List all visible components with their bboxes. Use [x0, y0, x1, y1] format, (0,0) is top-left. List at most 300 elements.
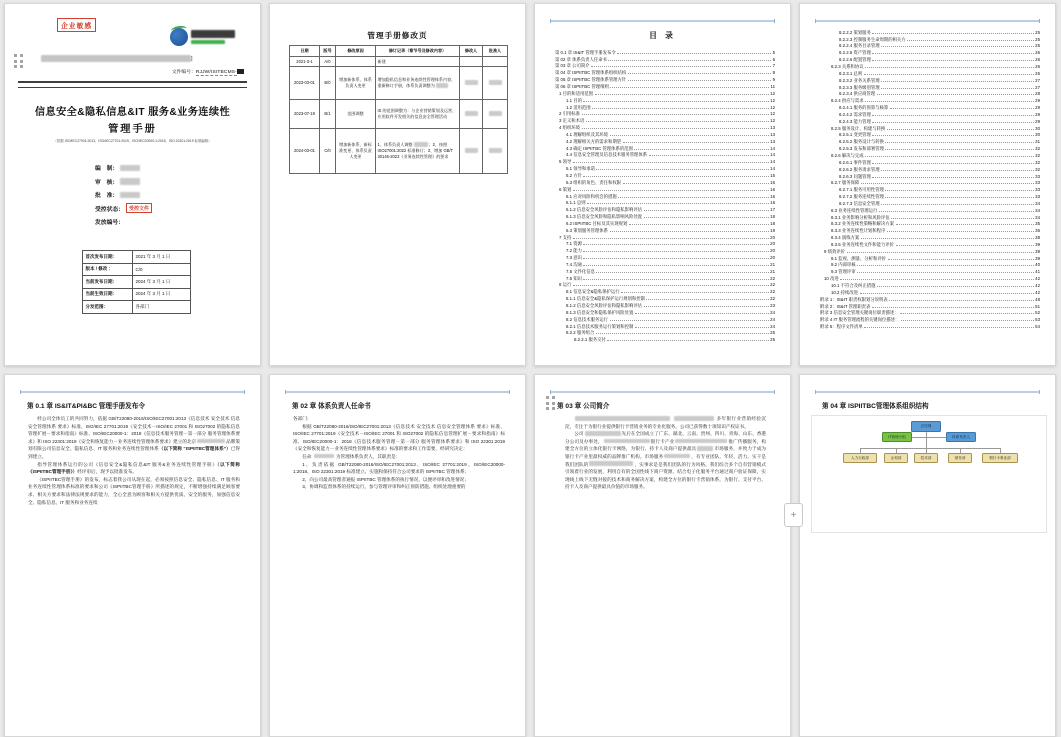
toc-leader-dots [881, 84, 1034, 89]
toc-entry[interactable] [820, 29, 1040, 36]
toc-leader-dots [583, 172, 768, 177]
org-node-it-group: IT管理小组 [882, 432, 912, 442]
toc-entry-title: 8.2.6.2 服务请求管理 [839, 166, 880, 172]
toc-page-number: 21 [770, 261, 775, 267]
page-toc-1[interactable] [534, 3, 791, 366]
revision-header-cell: 版号 [320, 46, 336, 57]
toc-leader-dots [891, 214, 1034, 219]
paragraph: 3、协调和监督体系的持续运行，参与管理评审和纠正预防措施、组织处理重要的 [302, 484, 466, 490]
toc-entry[interactable] [555, 117, 775, 124]
toc-entry[interactable] [820, 200, 1040, 207]
toc-entry-title: 7.1 资源 [566, 241, 582, 247]
toc-page-number: 22 [770, 275, 775, 281]
toc-page-number: 42 [1035, 289, 1040, 295]
toc-page-number: 28 [1035, 91, 1040, 97]
toc-entry[interactable] [820, 50, 1040, 57]
revision-cell: 1、体系负责人调整 ；2、按照 ISO27001:2022 标准修订；3、增加 GB/T 30146-2023《业务连续性管理》的要求 [376, 129, 460, 174]
toc-entry[interactable] [820, 36, 1040, 43]
toc-entry[interactable] [555, 90, 775, 97]
toc-leader-dots [583, 261, 768, 266]
revision-row [290, 57, 508, 67]
toc-entry[interactable] [820, 303, 1040, 310]
toc-entry[interactable] [820, 248, 1040, 255]
toc-entry[interactable] [820, 255, 1040, 262]
confidential-stamp: 企业敏感 [57, 18, 96, 32]
page-toc-2[interactable] [799, 3, 1056, 366]
chapter-title: 第 03 章 公司简介 [557, 403, 610, 410]
toc-entry[interactable] [555, 254, 775, 261]
toc-entry-title: 8.3.2 业务连续性策略和解决方案 [831, 221, 894, 227]
revision-cell [483, 129, 508, 174]
toc-entry-title: 8.2.7.2 服务连续性管理 [839, 194, 884, 200]
toc-leader-dots [646, 295, 768, 300]
cover-info-label: 首次发布日期： [83, 251, 133, 264]
toc-entry-title: 9 绩效评价 [824, 248, 845, 254]
toc-entry-title: 8.2.2.6 配置管理 [839, 57, 871, 63]
cover-field-row [95, 175, 152, 189]
toc-entry-title: 8.1 信息安全&隐私保护运行 [566, 289, 620, 295]
toc-entry[interactable] [820, 97, 1040, 104]
toc-leader-dots [907, 36, 1034, 41]
org-node-department: 技术部 [914, 453, 938, 463]
paragraph: 根据 GB/T22080-2016/ISO/IEC27001:2013《信息技术 安全技术 信息安全管理体系 要求》标准、ISO/IEC 27701:2019《安全技术－ISO/IEC 27001 和 ISO27002 的隐私信息管理扩展－要求和指南》标准、ISO/IEC20000-1：2018《信息技术服务管理－第一部分 服务管理体系要求》和 ISO 22301:2019《安全和恢复能力－业务连续性管理体系要求》标准的要求和工作需要，经研究决定： [293, 423, 505, 452]
toc-entry[interactable] [555, 111, 775, 118]
toc-page-number: 12 [770, 90, 775, 96]
toc-entry[interactable] [555, 159, 775, 166]
toc-entry[interactable] [555, 145, 775, 152]
cover-field-row [95, 188, 152, 202]
paragraph: 经公司全体员工的共同努力，依据 GB/T22080-2016/ISO/IEC27001:2013《信息技术 安全技术 信息安全管理体系 要求》标准、ISO/IEC 27701:2019《安全技术－ISO/IEC 27001 和 ISO27002 的隐私信息管理扩展－要求和指南》标准、ISO/IEC20000-1：2018《信息技术服务管理－第一部分 服务管理体系要求》和 ISO 22301:2019《安全和恢复能力－业务连续性管理体系要求》建立的北京 品牌策划有限公司信息安全、隐私信息、IT 服务和业务连续性管理体系（以下简称 “ISPIITBC管理体系”）已得到建立。 [28, 416, 240, 459]
toc-leader-dots [840, 275, 1033, 280]
toc-entry[interactable] [555, 172, 775, 179]
redacted-text [489, 80, 502, 85]
toc-entry[interactable] [820, 91, 1040, 98]
toc-entry[interactable] [555, 49, 775, 56]
toc-entry[interactable] [820, 173, 1040, 180]
toc-leader-dots [582, 111, 769, 116]
toc-entry[interactable] [555, 261, 775, 268]
page-org-structure[interactable] [799, 374, 1056, 737]
toc-entry[interactable] [820, 77, 1040, 84]
toc-page-number: 14 [770, 152, 775, 158]
toc-entry[interactable] [555, 138, 775, 145]
toc-entry[interactable] [555, 289, 775, 296]
toc-entry-title: 6.3 策划服务管理体系 [566, 227, 608, 233]
toc-entry[interactable] [555, 165, 775, 172]
org-connector-line [912, 437, 946, 438]
toc-entry[interactable] [555, 131, 775, 138]
toc-leader-dots [591, 63, 771, 68]
toc-entry-title: 4.2 理解相关方的需求和期望 [566, 138, 622, 144]
revision-cell: 新建 [376, 57, 460, 67]
toc-page-number: 32 [1035, 146, 1040, 152]
revision-cell: 增加新体系、体系负责人变更 [336, 67, 376, 100]
toc-entry[interactable] [555, 70, 775, 77]
toc-entry[interactable] [820, 262, 1040, 269]
toc-entry[interactable] [555, 275, 775, 282]
cover-info-row [83, 276, 191, 289]
toc-entry-title: 4.4 信息安全管理及信息技术服务管理体系 [566, 152, 648, 158]
revision-cell [460, 100, 483, 129]
toc-leader-dots [644, 213, 769, 218]
toc-entry[interactable] [555, 186, 775, 193]
cover-field-row [95, 161, 152, 175]
toc-entry-title: 4 组织环境 [559, 125, 580, 131]
toc-entry[interactable] [820, 282, 1040, 289]
revision-cell: 2023-03-01 [290, 67, 320, 100]
toc-entry[interactable] [820, 56, 1040, 63]
toc-page-number: 12 [770, 97, 775, 103]
toc-entry[interactable] [555, 179, 775, 186]
toc-leader-dots [890, 104, 1034, 109]
toc-entry-title: 附录 1：IS&IT 职责权限划分说明表 [820, 296, 888, 302]
redacted-text [465, 80, 478, 85]
toc-page-number: 7 [772, 63, 775, 69]
toc-entry[interactable] [555, 76, 775, 83]
toc-leader-dots [889, 296, 1033, 301]
toc-entry[interactable] [820, 186, 1040, 193]
toc-leader-dots [610, 131, 769, 136]
toc-page-number: 22 [770, 282, 775, 288]
redacted-text [120, 192, 140, 199]
toc-entry[interactable] [555, 302, 775, 309]
redacted-block [237, 69, 244, 74]
toc-page-number: 9 [772, 77, 775, 83]
toc-page-number: 6 [772, 56, 775, 62]
toc-list-2 [820, 29, 1040, 330]
toc-leader-dots [608, 56, 771, 61]
toc-leader-dots [865, 152, 1034, 157]
toc-page-number: 29 [1035, 98, 1040, 104]
toc-entry[interactable] [555, 97, 775, 104]
toc-leader-dots [864, 70, 1034, 75]
toc-page-number: 16 [770, 186, 775, 192]
toc-page-number: 26 [1035, 43, 1040, 49]
redacted-text [585, 431, 621, 436]
toc-leader-dots [628, 76, 771, 81]
toc-leader-dots [860, 289, 1034, 294]
cover-title-line1: 信息安全&隐私信息&IT 服务&业务连续性 [34, 107, 231, 118]
revision-row [290, 67, 508, 100]
toc-entry-title: 第 0.1 章 IS&IT 管理手册发布令 [555, 49, 616, 55]
toc-entry[interactable] [820, 296, 1040, 303]
toc-entry[interactable] [820, 316, 1040, 323]
toc-leader-dots [617, 49, 771, 54]
org-node-system-owner: 体系负责人 [946, 432, 976, 442]
toc-entry[interactable] [555, 213, 775, 220]
toc-entry[interactable] [820, 118, 1040, 125]
toc-page-number: 22 [770, 296, 775, 302]
toc-page-number: 29 [1035, 111, 1040, 117]
toc-page-number: 25 [1035, 29, 1040, 35]
toc-entry-title: 8.2.2.5 资产管理 [839, 50, 871, 56]
toc-entry[interactable] [820, 310, 1040, 317]
toc-entry-title: 8.2.2.4 服务目录管理 [839, 43, 880, 49]
toc-entry[interactable] [820, 323, 1040, 330]
page-header-line [20, 391, 245, 393]
toc-entry[interactable] [820, 289, 1040, 296]
redacted-text [489, 148, 502, 153]
company-logo [170, 28, 250, 50]
toc-entry[interactable] [555, 220, 775, 227]
toc-entry[interactable] [555, 336, 775, 343]
paragraph: 1、负责依据 GB/T22080-2016/ISO/IEC27001:2013、ISO/IEC 27701:2019、ISO/IEC20000-1:2018、ISO 22301:2019 标准建立、实施和保持符合公司要求的 ISPIITBC 管理体系； [293, 461, 505, 475]
toc-entry[interactable] [820, 43, 1040, 50]
toc-entry[interactable] [820, 111, 1040, 118]
paragraph: 公司 先后在全国成立了广东、湖北、云南、贵州、四川、青海、山东、香港分公司及办事处， 银行卡产业 推广传播服务，构建全方位的立体化银行卡网络，为银行、持卡人及商户提供最具 市场服务，并致力于成为银行卡产业里最权威的品牌推广机构。市场服务 ，有专业团队，年轻、活力、实干是我们团队的 ，实事求是是我们团队的行为风格。我们综合多个自有营销模式引领着行业的发展，利用自有的全国性线下商户资源，结合电子化服务平台通过商户验证保障，实现线上线下无缝对接的技术和商务解决方案，构建全方位的银行卡营销体系，为银行、支付平台、持卡人及商户提供最具价值的市场服务。 [565, 431, 766, 490]
toc-entry[interactable] [820, 227, 1040, 234]
toc-leader-dots [573, 282, 769, 287]
toc-entry-title: 8.2.5.1 变更管理 [839, 132, 871, 138]
toc-entry[interactable] [820, 275, 1040, 282]
toc-page-number: 24 [770, 323, 775, 329]
cover-info-label: 当前生效日期： [83, 288, 133, 301]
cover-info-value: 2024 年 3 月 1 日 [133, 288, 191, 301]
drag-handle-icon[interactable] [14, 54, 25, 69]
toc-leader-dots [592, 104, 769, 109]
paragraph: 多年银行业营销经验沉淀，专注于为银行业提供银行卡营销业务的专业化服务。公司已获得数十项知识产权证书。 [565, 416, 766, 429]
toc-entry-title: 6.1 应对风险和机会的措施 [566, 193, 617, 199]
page-company-profile[interactable] [534, 374, 791, 737]
toc-entry[interactable] [820, 139, 1040, 146]
toc-entry[interactable] [555, 206, 775, 213]
toc-entry[interactable] [555, 234, 775, 241]
company-name-redacted [191, 30, 235, 38]
insert-plus-button[interactable]: + [784, 503, 803, 527]
toc-entry-title: 8.2.6 解决与完成 [831, 152, 864, 158]
toc-entry[interactable] [820, 234, 1040, 241]
toc-leader-dots [628, 70, 771, 75]
toc-entry[interactable] [820, 241, 1040, 248]
drag-handle-icon[interactable] [546, 396, 557, 411]
page-appointment[interactable] [269, 374, 526, 737]
revision-cell: 2021-3-1 [290, 57, 320, 67]
toc-entry[interactable] [820, 269, 1040, 276]
toc-leader-dots [583, 254, 768, 259]
toc-entry-title: 第 02 章 体系负责人任命书 [555, 56, 607, 62]
revision-cell [460, 67, 483, 100]
toc-entry-title: 4.3 确定 ISPIITBC 管理体系的范围 [566, 145, 633, 151]
toc-entry[interactable] [820, 70, 1040, 77]
chapter-title: 第 04 章 ISPIITBC管理体系组织结构 [822, 403, 929, 410]
toc-leader-dots [864, 323, 1033, 328]
toc-entry[interactable] [555, 295, 775, 302]
cover-info-label: 当前发布日期： [83, 276, 133, 289]
revision-cell: 2024-03-01 [290, 129, 320, 174]
page-cover[interactable] [4, 3, 261, 366]
toc-entry[interactable] [555, 152, 775, 159]
org-chart [811, 415, 1047, 533]
toc-leader-dots [872, 132, 1033, 137]
toc-leader-dots [877, 91, 1034, 96]
toc-entry-title: 8.2.4.2 需求管理 [839, 111, 871, 117]
toc-entry[interactable] [555, 63, 775, 70]
toc-entry-title: 8.2.5.3 发布和部署管理 [839, 146, 884, 152]
redacted-text [604, 439, 650, 444]
toc-page-number: 25 [770, 337, 775, 343]
toc-page-number: 33 [1035, 173, 1040, 179]
toc-entry-title: 7.4 沟通 [566, 261, 582, 267]
toc-entry-title: 8.2.7 服务保障 [831, 180, 860, 186]
toc-entry-title: 6.2 ISPIITBC 目标及其实现规划 [566, 220, 628, 226]
revision-cell: B/0 [320, 67, 336, 100]
org-node-department: 企划部 [884, 453, 908, 463]
toc-entry[interactable] [820, 159, 1040, 166]
toc-page-number: 25 [770, 330, 775, 336]
toc-entry[interactable] [555, 268, 775, 275]
toc-leader-dots [596, 330, 769, 335]
toc-leader-dots [635, 323, 769, 328]
toc-entry[interactable] [820, 125, 1040, 132]
redacted-text [197, 439, 225, 444]
toc-entry-title: 8.3.4 演练方案 [831, 235, 860, 241]
revision-cell: 增加新体系、新标准变更、体系负责人变更 [336, 129, 376, 174]
redacted-text [436, 83, 448, 88]
toc-page-number: 26 [1035, 70, 1040, 76]
redacted-block [41, 55, 191, 62]
cover-subject-line [41, 55, 193, 62]
org-node-department: 银行卡事业部 [982, 453, 1018, 463]
toc-leader-dots [887, 125, 1034, 130]
toc-leader-dots [610, 227, 769, 232]
toc-leader-dots [872, 50, 1033, 55]
page-revision-log[interactable] [269, 3, 526, 366]
toc-entry[interactable] [820, 84, 1040, 91]
revision-header-cell: 修改原因 [336, 46, 376, 57]
toc-entry[interactable] [820, 180, 1040, 187]
toc-entry-title: 8.3.1 业务影响分析和风险评估 [831, 214, 890, 220]
toc-entry-title: 8.2.2.2 策划服务 [839, 29, 871, 35]
toc-leader-dots [857, 262, 1034, 267]
toc-leader-dots [885, 186, 1033, 191]
redacted-text [414, 142, 428, 147]
toc-entry[interactable] [555, 330, 775, 337]
toc-entry[interactable] [820, 132, 1040, 139]
toc-entry-title: 8.2.2 服务组合 [566, 330, 595, 336]
toc-leader-dots [901, 316, 1034, 321]
toc-entry[interactable] [555, 193, 775, 200]
header-rule [18, 81, 247, 88]
salutation: 各部门： [293, 416, 312, 421]
page-grid [4, 3, 1056, 737]
toc-page-number: 14 [770, 166, 775, 172]
toc-entry[interactable] [820, 193, 1040, 200]
toc-page-number: 24 [770, 309, 775, 315]
toc-leader-dots [872, 29, 1033, 34]
toc-entry[interactable] [555, 104, 775, 111]
toc-leader-dots [583, 241, 768, 246]
toc-leader-dots [596, 268, 768, 273]
redacted-text [120, 178, 140, 185]
toc-entry-title: 10.2 持续改进 [831, 289, 859, 295]
toc-entry[interactable] [820, 221, 1040, 228]
toc-entry[interactable] [820, 166, 1040, 173]
toc-page-number: 22 [770, 289, 775, 295]
toc-entry[interactable] [555, 309, 775, 316]
toc-leader-dots [857, 269, 1034, 274]
toc-entry-title: 6.1.2 信息安全风险评估和隐私影响评估 [566, 207, 643, 213]
toc-leader-dots [583, 247, 768, 252]
page-release-order[interactable] [4, 374, 261, 737]
toc-entry[interactable] [820, 63, 1040, 70]
toc-page-number: 30 [1035, 132, 1040, 138]
toc-entry[interactable] [555, 83, 775, 90]
toc-entry-title: 5.1 领导和承诺 [566, 166, 595, 172]
toc-page-number: 13 [770, 138, 775, 144]
toc-entry[interactable] [820, 214, 1040, 221]
cover-field-label: 审 核： [95, 179, 119, 186]
toc-page-number: 12 [770, 111, 775, 117]
toc-entry[interactable] [555, 200, 775, 207]
toc-entry-title: 第 06 章 ISPIITBC 管理细则 [555, 84, 609, 90]
toc-leader-dots [607, 336, 768, 341]
toc-entry[interactable] [555, 56, 775, 63]
toc-entry-title: 8.2.6.3 问题管理 [839, 173, 871, 179]
toc-entry-title: 8.2.5 服务设计、构建与转换 [831, 125, 886, 131]
company-tagline-redacted [191, 40, 225, 44]
toc-entry[interactable] [820, 207, 1040, 214]
toc-entry[interactable] [555, 227, 775, 234]
toc-leader-dots [877, 282, 1034, 287]
toc-entry[interactable] [555, 124, 775, 131]
toc-title: 目 录 [649, 31, 676, 40]
toc-leader-dots [634, 145, 768, 150]
toc-entry[interactable] [820, 104, 1040, 111]
toc-leader-dots [610, 316, 769, 321]
redacted-text [465, 148, 478, 153]
toc-leader-dots [582, 124, 769, 129]
toc-page-number: 34 [1035, 214, 1040, 220]
toc-page-number: 41 [1035, 269, 1040, 275]
revision-cell [460, 57, 483, 67]
toc-leader-dots [865, 97, 1034, 102]
toc-entry[interactable] [555, 241, 775, 248]
toc-entry[interactable] [820, 145, 1040, 152]
toc-entry-title: 1.2 适用范围 [566, 104, 591, 110]
cover-info-value: 2021 年 3 月 1 日 [133, 251, 191, 264]
toc-leader-dots [885, 139, 1033, 144]
toc-entry-title: 3 定义和术语 [559, 118, 585, 124]
toc-entry[interactable] [555, 247, 775, 254]
toc-page-number: 27 [1035, 84, 1040, 90]
toc-entry[interactable] [555, 282, 775, 289]
toc-list-1 [555, 49, 775, 343]
toc-leader-dots [573, 159, 769, 164]
toc-leader-dots [881, 43, 1034, 48]
toc-entry[interactable] [555, 316, 775, 323]
toc-leader-dots [629, 220, 769, 225]
toc-entry-title: 5.3 组织的角色、责任和权限 [566, 179, 622, 185]
toc-leader-dots [872, 111, 1033, 116]
toc-page-number: 8 [772, 70, 775, 76]
toc-leader-dots [872, 159, 1033, 164]
page-header-line [815, 20, 1040, 22]
toc-page-number: 25 [1035, 36, 1040, 42]
toc-entry[interactable] [820, 152, 1040, 159]
toc-page-number: 35 [1035, 221, 1040, 227]
org-connector-line [926, 432, 927, 449]
toc-entry[interactable] [555, 323, 775, 330]
redacted-text [674, 416, 714, 421]
toc-page-number: 42 [1035, 276, 1040, 282]
redacted-text [575, 416, 670, 421]
toc-page-number: 26 [1035, 64, 1040, 70]
toc-entry-title: 6.1.3 信息安全风险和隐私影响风险处置 [566, 214, 643, 220]
paragraph: 2、向公司最高管理者通报 ISPIITBC 管理体系的执行情况，以便评审和改进情况； [302, 476, 469, 482]
toc-page-number: 18 [770, 220, 775, 226]
toc-leader-dots [881, 200, 1034, 205]
toc-entry-title: 5.2 方针 [566, 172, 582, 178]
